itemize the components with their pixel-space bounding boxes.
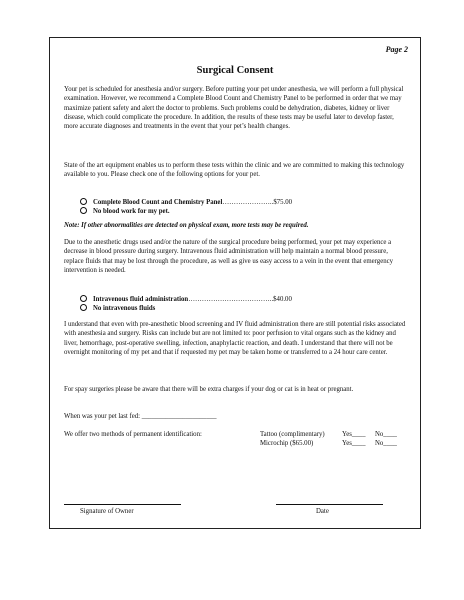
date-signature-line[interactable] xyxy=(276,504,383,505)
date-label: Date xyxy=(316,508,329,515)
radio-circle-icon[interactable] xyxy=(80,198,87,205)
identification-intro: We offer two methods of permanent identification: xyxy=(64,431,202,438)
tattoo-no-field[interactable]: No____ xyxy=(375,431,397,438)
page-title: Surgical Consent xyxy=(196,65,274,76)
owner-signature-line[interactable] xyxy=(64,504,181,505)
intro-paragraph: Your pet is scheduled for anesthesia and/or surgery. Before putting your pet under anesthesia, we will perform a full physical examination. However, we recommend a Complete Blood Count and Chemistry Panel to be performed in order that we may maximize patient safety and alert the doctor to problems. Such problems could be dehydration, diabetes, kidney or liver disease, which could complicate the procedure. In addition, the results of these tests may be useful later to develop faster, more accurate diagnoses and treatments in the event that your pet’s health changes. xyxy=(64,86,404,131)
tattoo-yes-field[interactable]: Yes____ xyxy=(342,431,366,438)
option-iv-fluids[interactable]: Intravenous fluid administration………………………………..$40.00 xyxy=(80,295,292,304)
id-method-microchip: Microchip ($65.00) xyxy=(260,440,314,447)
radio-circle-icon[interactable] xyxy=(80,304,87,311)
last-fed-field[interactable]: When was your pet last fed: ______________________ xyxy=(64,413,217,420)
note-text: Note: If other abnormalities are detected on physical exam, more tests may be required. xyxy=(64,222,309,229)
risks-paragraph: I understand that even with pre-anesthetic blood screening and IV fluid administration there are still potential risks associated with anesthesia and surgery. Risks can include but are not limited to: poor perfusion to vital organs such as the kidney and liver, hemorrhage, post-operative swelling, infection, anaphylactic reaction, and death. I understand that there will not be overnight monitoring of my pet and that if requested my pet may be taken home or transferred to a 24 hour care center. xyxy=(64,321,406,356)
option-blood-panel[interactable]: Complete Blood Count and Chemistry Panel…………………..$75.00 xyxy=(80,198,292,207)
page-label: Page 2 xyxy=(385,45,408,54)
equipment-paragraph: State of the art equipment enables us to perform these tests within the clinic and we are committed to making this technology available to you. Please check one of the following options for your pet. xyxy=(64,162,405,179)
fluids-paragraph: Due to the anesthetic drugs used and/or the nature of the surgical procedure being performed, your pet may experience a decrease in blood pressure during surgery. Intravenous fluid administration will help maintain a normal blood pressure, replace fluids that may be lost through the procedure, as well as give us easy access to a vein in the event that emergency intervention is needed. xyxy=(64,239,394,274)
option-no-iv-fluids[interactable]: No intravenous fluids xyxy=(80,304,155,313)
microchip-no-field[interactable]: No____ xyxy=(375,440,397,447)
microchip-yes-field[interactable]: Yes____ xyxy=(342,440,366,447)
radio-circle-icon[interactable] xyxy=(80,207,87,214)
radio-circle-icon[interactable] xyxy=(80,295,87,302)
spay-paragraph: For spay surgeries please be aware that there will be extra charges if your dog or cat is in heat or pregnant. xyxy=(64,386,354,393)
id-method-tattoo: Tattoo (complimentary) xyxy=(260,431,325,438)
option-no-blood-work[interactable]: No blood work for my pet. xyxy=(80,207,170,216)
owner-signature-label: Signature of Owner xyxy=(80,508,134,515)
